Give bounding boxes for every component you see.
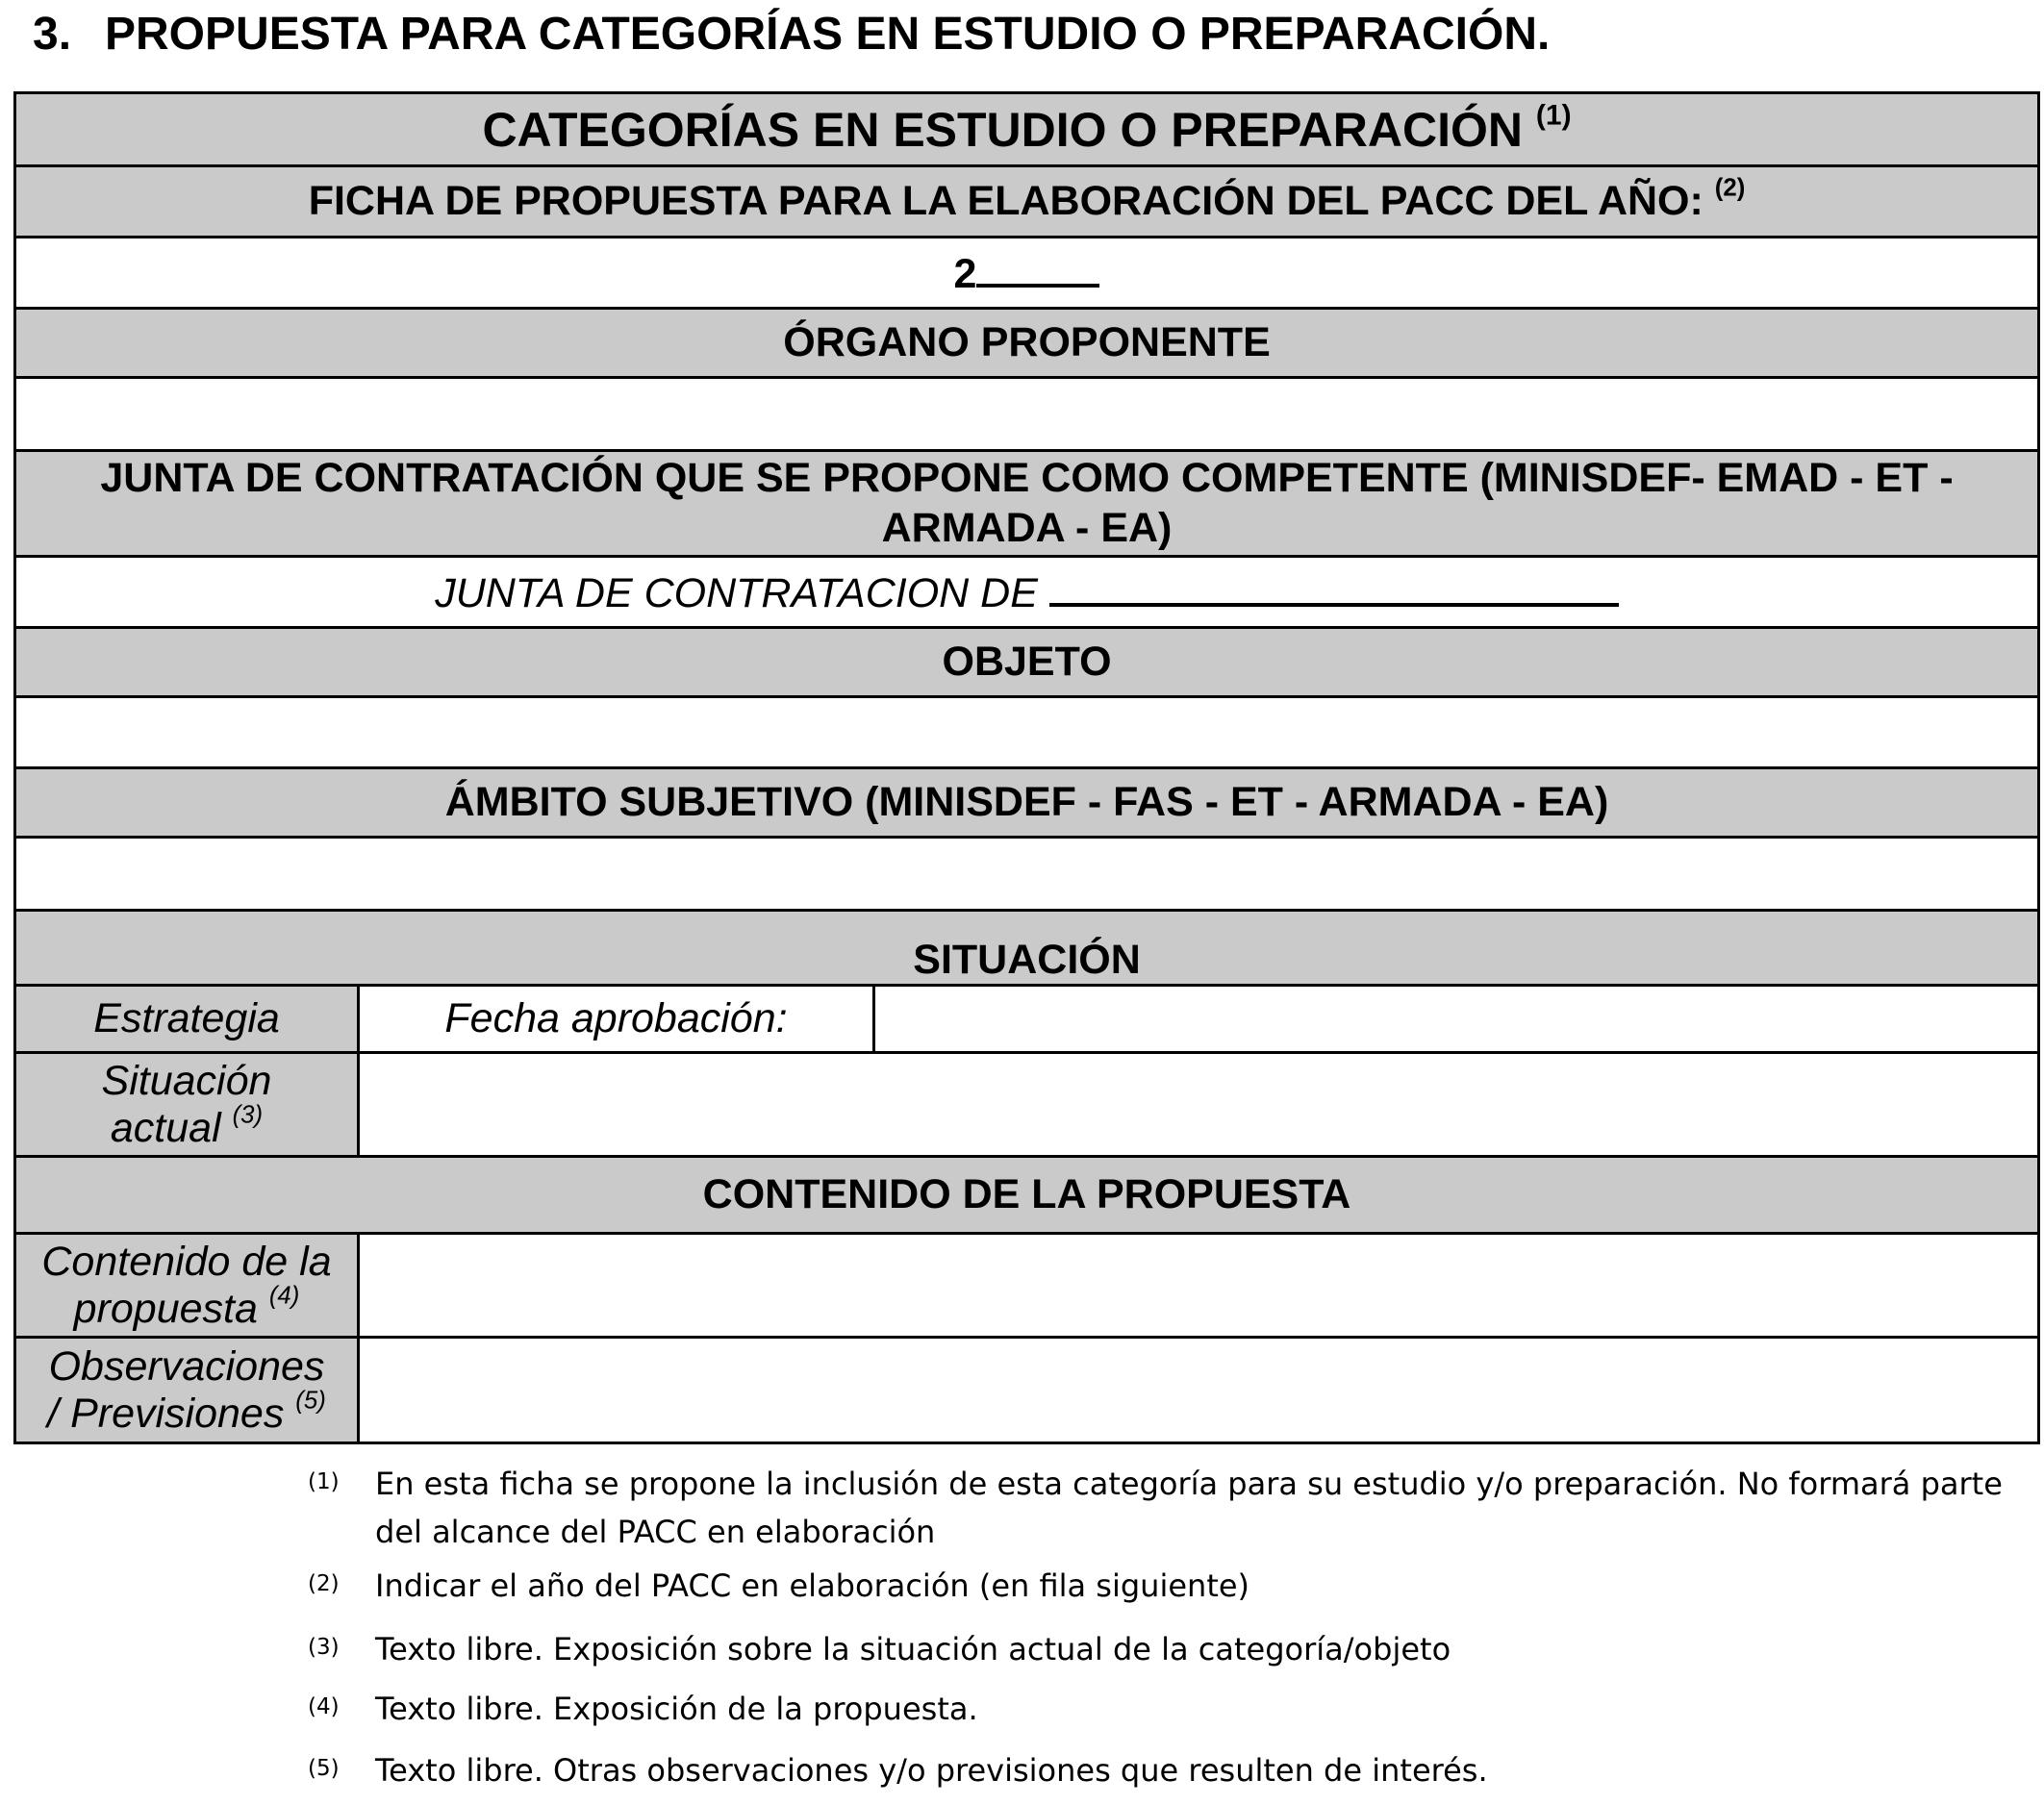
contenido-header: CONTENIDO DE LA PROPUESTA: [15, 1157, 2039, 1234]
objeto-field[interactable]: [15, 697, 2039, 768]
junta-blank-line: [1049, 566, 1619, 607]
footnote-text: Texto libre. Otras observaciones y/o previsiones que resulten de interés.: [375, 1752, 1488, 1789]
objeto-header: OBJETO: [15, 628, 2039, 697]
footnote-text: Texto libre. Exposición sobre la situación actual de la categoría/objeto: [375, 1631, 1451, 1667]
footnote-ref: (1): [1535, 99, 1572, 131]
form-title: CATEGORÍAS EN ESTUDIO O PREPARACIÓN $^{(1)}$: [15, 93, 2039, 166]
footnote-mark: (1): [308, 1469, 340, 1494]
contenido-label: Contenido de la propuesta $^{(4)}$: [15, 1234, 359, 1338]
year-prefix: 2: [953, 251, 977, 297]
junta-header: JUNTA DE CONTRATACIÓN QUE SE PROPONE COMO COMPETENTE (MINISDEF- EMAD - ET - ARMADA - EA): [15, 451, 2039, 557]
fecha-aprobacion-label: Fecha aprobación:: [359, 986, 874, 1053]
year-field[interactable]: [15, 238, 2039, 309]
footnotes: [308, 1460, 2030, 1794]
footnote-item: [308, 1746, 2030, 1794]
junta-prefix: JUNTA DE CONTRATACION DE: [435, 570, 1038, 616]
footnote-item: [308, 1460, 2030, 1556]
footnote-text: Indicar el año del PACC en elaboración (en fila siguiente): [375, 1567, 1250, 1604]
footnote-mark: (5): [308, 1756, 340, 1781]
footnote-ref: (2): [1714, 174, 1746, 202]
section-heading: [33, 8, 1550, 61]
year-blank-line: [976, 247, 1099, 288]
ambito-header: ÁMBITO SUBJETIVO (MINISDEF - FAS - ET - ARMADA - EA): [15, 768, 2039, 838]
footnote-text: Texto libre. Exposición de la propuesta.: [375, 1691, 978, 1727]
ambito-field[interactable]: [15, 838, 2039, 911]
footnote-mark: (4): [308, 1694, 340, 1719]
organo-header: ÓRGANO PROPONENTE: [15, 309, 2039, 378]
footnote-text: En esta ficha se propone la inclusión de esta categoría para su estudio y/o preparación. No formará parte del alcance del PACC en elaboración: [375, 1466, 2003, 1550]
footnote-item: [308, 1685, 2030, 1733]
situacion-actual-field[interactable]: [359, 1053, 2039, 1157]
footnote-ref: (5): [295, 1387, 326, 1415]
organo-field[interactable]: [15, 378, 2039, 451]
footnote-item: [308, 1625, 2030, 1673]
footnote-mark: (3): [308, 1635, 340, 1660]
footnote-ref: (4): [268, 1282, 300, 1310]
observaciones-label: Observaciones / Previsiones $^{(5)}$: [15, 1338, 359, 1443]
situacion-actual-label: Situación actual $^{(3)}$: [15, 1053, 359, 1157]
footnote-ref: (3): [232, 1101, 264, 1129]
section-title: PROPUESTA PARA CATEGORÍAS EN ESTUDIO O PREPARACIÓN.: [105, 9, 1551, 60]
footnote-mark: (2): [308, 1571, 340, 1596]
ficha-header: FICHA DE PROPUESTA PARA LA ELABORACIÓN DEL PACC DEL AÑO: $^{(2)}$: [15, 166, 2039, 238]
junta-field[interactable]: [15, 557, 2039, 628]
observaciones-field[interactable]: [359, 1338, 2039, 1443]
footnote-item: [308, 1562, 2030, 1610]
proposal-form-table: [13, 91, 2040, 1444]
estrategia-label: Estrategia: [15, 986, 359, 1053]
contenido-field[interactable]: [359, 1234, 2039, 1338]
situacion-header: SITUACIÓN: [15, 911, 2039, 986]
section-number: 3.: [33, 9, 72, 60]
fecha-aprobacion-field[interactable]: [874, 986, 2039, 1053]
